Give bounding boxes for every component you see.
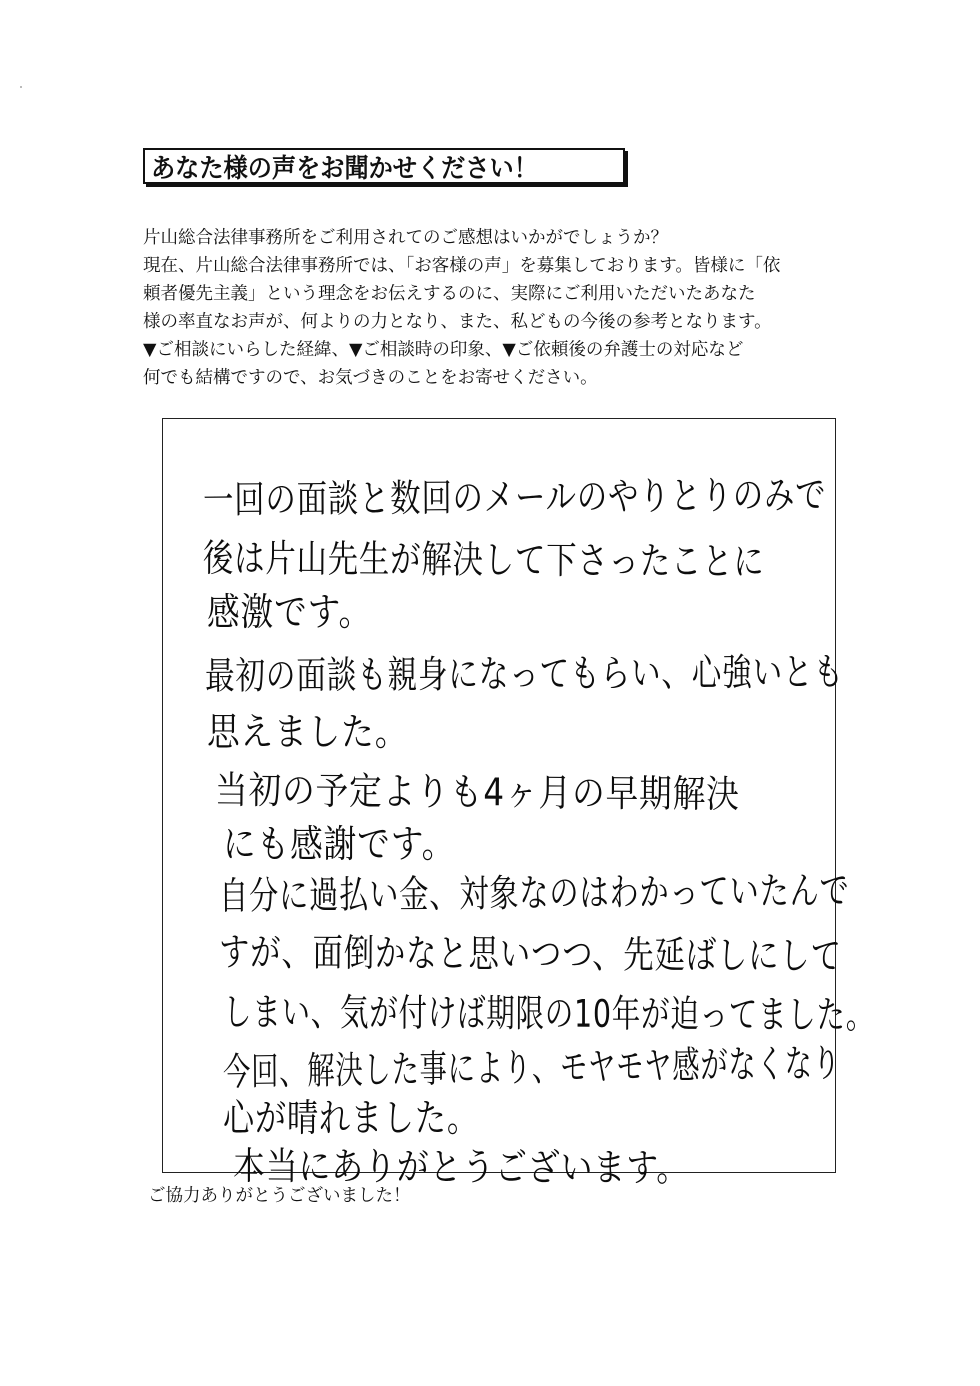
intro-line: 頼者優先主義」という理念をお伝えするのに、実際にご利用いただいたあなた (143, 284, 756, 304)
title-banner (143, 148, 625, 184)
letter-line: 思えました。 (207, 710, 409, 754)
handwritten-letter-box (162, 418, 876, 1190)
letter-line: 今回、解決した事により、モヤモヤ感がなくなり (222, 1041, 841, 1094)
letter-line: にも感謝です。 (223, 822, 456, 866)
letter-line: 心が晴れました。 (223, 1096, 479, 1140)
letter-line: 最初の面談も親身になってもらい、心強いとも (204, 649, 844, 698)
letter-line: 自分に過払い金、対象なのはわかっていたんで (218, 868, 850, 918)
letter-line: すが、面倒かなと思いつつ、先延ばしにして (218, 930, 842, 979)
intro-line: ▼ご相談にいらした経緯、▼ご相談時の印象、▼ご依頼後の弁護士の対応など (143, 340, 744, 360)
letter-line: 後は片山先生が解決して下さったことに (202, 536, 765, 584)
letter-line: 当初の予定よりも4ヶ月の早期解決 (214, 768, 740, 817)
intro-line: 現在、片山総合法律事務所では、「お客様の声」を募集しております。皆様に「依 (143, 256, 781, 276)
scan-speck (20, 86, 22, 88)
letter-line: 感激です。 (207, 590, 373, 634)
letter-line: 本当にありがとうございます。 (232, 1144, 690, 1190)
letter-line: しまい、気が付けば期限の10年が迫ってました。 (222, 990, 876, 1038)
letter-line: 一回の面談と数回のメールのやりとりのみで (202, 472, 827, 522)
page-title: あなた様の声をお聞かせください！ (151, 153, 538, 184)
intro-line: 何でも結構ですので、お気づきのことをお寄せください。 (143, 368, 598, 388)
intro-line: 様の率直なお声が、何よりの力となり、また、私どもの今後の参考となります。 (143, 312, 772, 332)
thank-you-footer: ご協力ありがとうございました！ (148, 1186, 411, 1206)
intro-paragraph (143, 224, 863, 392)
intro-line: 片山総合法律事務所をご利用されてのご感想はいかがでしょうか？ (143, 228, 668, 248)
